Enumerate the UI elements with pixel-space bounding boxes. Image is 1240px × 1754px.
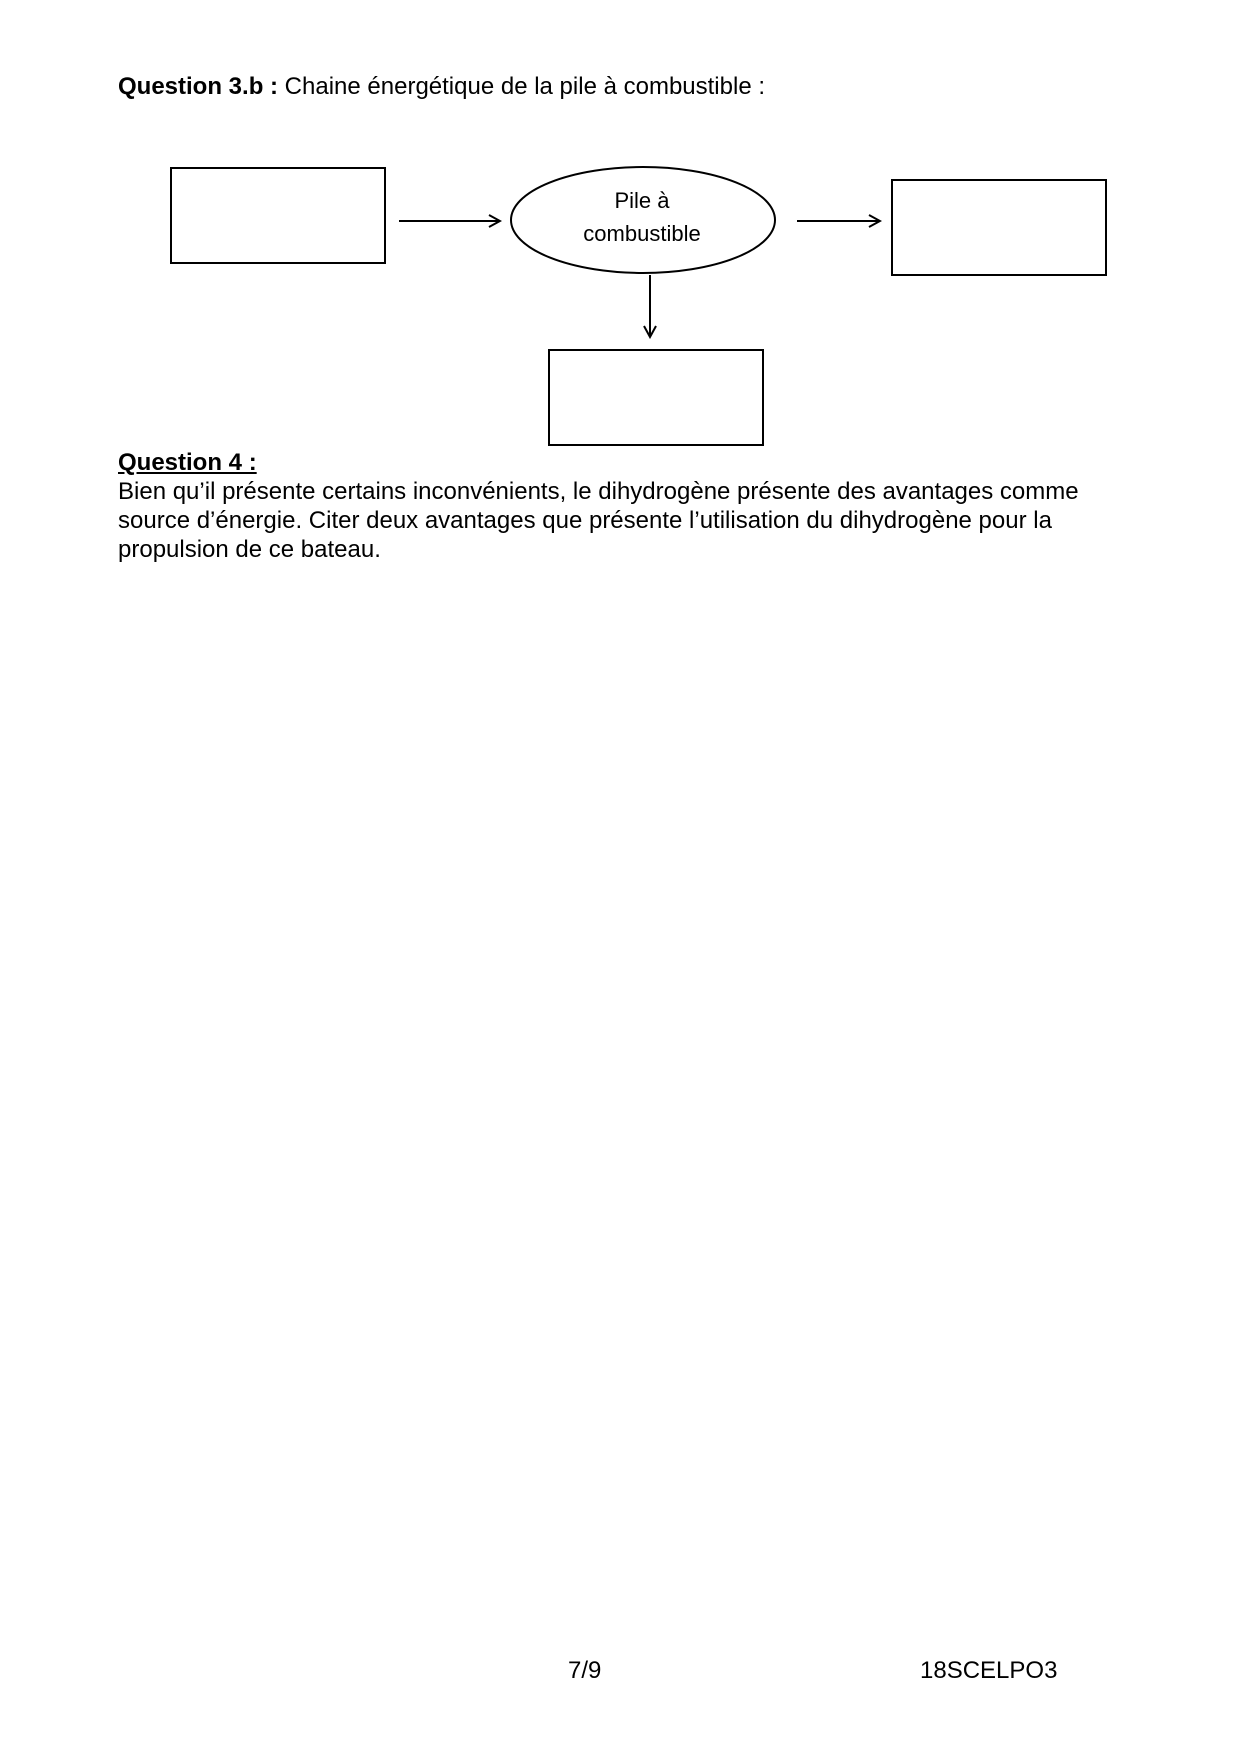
question-4-line-2: source d’énergie. Citer deux avantages que présente l’utilisation du dihydrogène pour la [118,507,1052,534]
output-energy-box-bottom[interactable] [548,349,764,446]
question-4 [118,448,1138,564]
question-4-line-1: Bien qu’il présente certains inconvénients, le dihydrogène présente des avantages comme [118,478,1079,505]
question-4-body [118,477,1138,564]
energy-chain-diagram [0,0,1240,460]
question-3b-text: Chaine énergétique de la pile à combustible : [278,73,765,100]
fuel-cell-label-line1: Pile à [614,188,670,213]
question-4-title: Question 4 : [118,449,257,476]
output-energy-box-right[interactable] [891,179,1107,276]
page-number: 7/9 [568,1657,602,1684]
document-code: 18SCELPO3 [920,1657,1058,1684]
question-4-line-3: propulsion de ce bateau. [118,536,381,563]
question-3b-label: Question 3.b : [118,73,279,100]
fuel-cell-label-line2: combustible [583,221,701,246]
input-energy-box[interactable] [170,167,386,264]
fuel-cell-label [510,184,774,250]
